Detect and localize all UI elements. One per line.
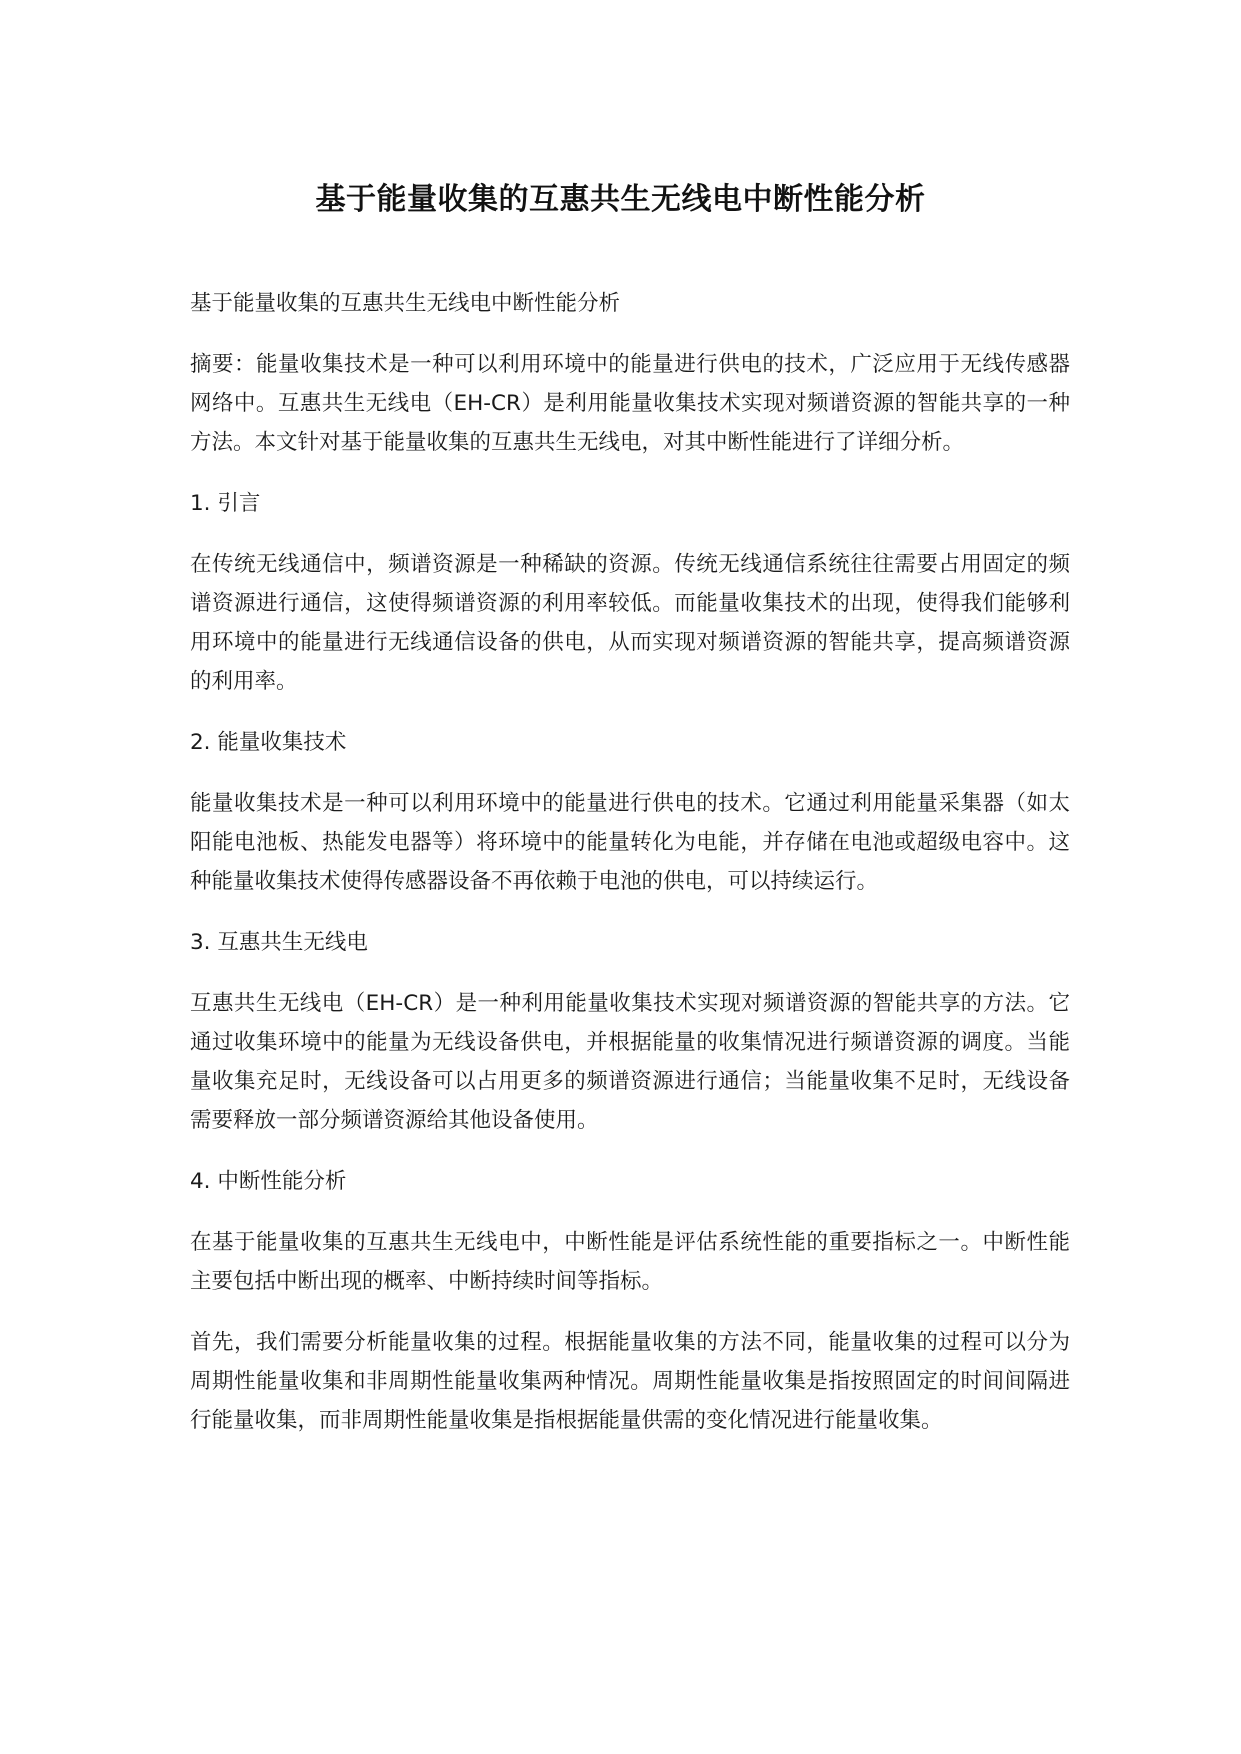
section-paragraph: 能量收集技术是一种可以利用环境中的能量进行供电的技术。它通过利用能量采集器（如太阳能电池板、热能发电器等）将环境中的能量转化为电能，并存储在电池或超级电容中。这种能量收集技术使得传感器设备不再依赖于电池的供电，可以持续运行。 <box>190 791 1070 894</box>
section-paragraph: 在传统无线通信中，频谱资源是一种稀缺的资源。传统无线通信系统往往需要占用固定的频谱资源进行通信，这使得频谱资源的利用率较低。而能量收集技术的出现，使得我们能够利用环境中的能量进行无线通信设备的供电，从而实现对频谱资源的智能共享，提高频谱资源的利用率。 <box>190 552 1070 694</box>
abstract-paragraph: 摘要：能量收集技术是一种可以利用环境中的能量进行供电的技术，广泛应用于无线传感器网络中。互惠共生无线电（EH-CR）是利用能量收集技术实现对频谱资源的智能共享的一种方法。本文针对基于能量收集的互惠共生无线电，对其中断性能进行了详细分析。 <box>190 352 1070 455</box>
document-title: 基于能量收集的互惠共生无线电中断性能分析 <box>315 182 926 217</box>
section-heading-energy-harvesting: 2. 能量收集技术 <box>190 730 347 755</box>
document-body <box>190 284 1070 1462</box>
section-paragraph: 互惠共生无线电（EH-CR）是一种利用能量收集技术实现对频谱资源的智能共享的方法。它通过收集环境中的能量为无线设备供电，并根据能量的收集情况进行频谱资源的调度。当能量收集充足时，无线设备可以占用更多的频谱资源进行通信；当能量收集不足时，无线设备需要释放一部分频谱资源给其他设备使用。 <box>190 991 1070 1133</box>
section-heading-outage-analysis: 4. 中断性能分析 <box>190 1169 347 1194</box>
section-heading-introduction: 1. 引言 <box>190 491 261 516</box>
section-heading-symbiotic-radio: 3. 互惠共生无线电 <box>190 930 368 955</box>
section-paragraph: 在基于能量收集的互惠共生无线电中，中断性能是评估系统性能的重要指标之一。中断性能主要包括中断出现的概率、中断持续时间等指标。 <box>190 1230 1070 1294</box>
section-paragraph: 首先，我们需要分析能量收集的过程。根据能量收集的方法不同，能量收集的过程可以分为周期性能量收集和非周期性能量收集两种情况。周期性能量收集是指按照固定的时间间隔进行能量收集，而非周期性能量收集是指根据能量供需的变化情况进行能量收集。 <box>190 1330 1070 1433</box>
document-subtitle: 基于能量收集的互惠共生无线电中断性能分析 <box>190 291 621 316</box>
